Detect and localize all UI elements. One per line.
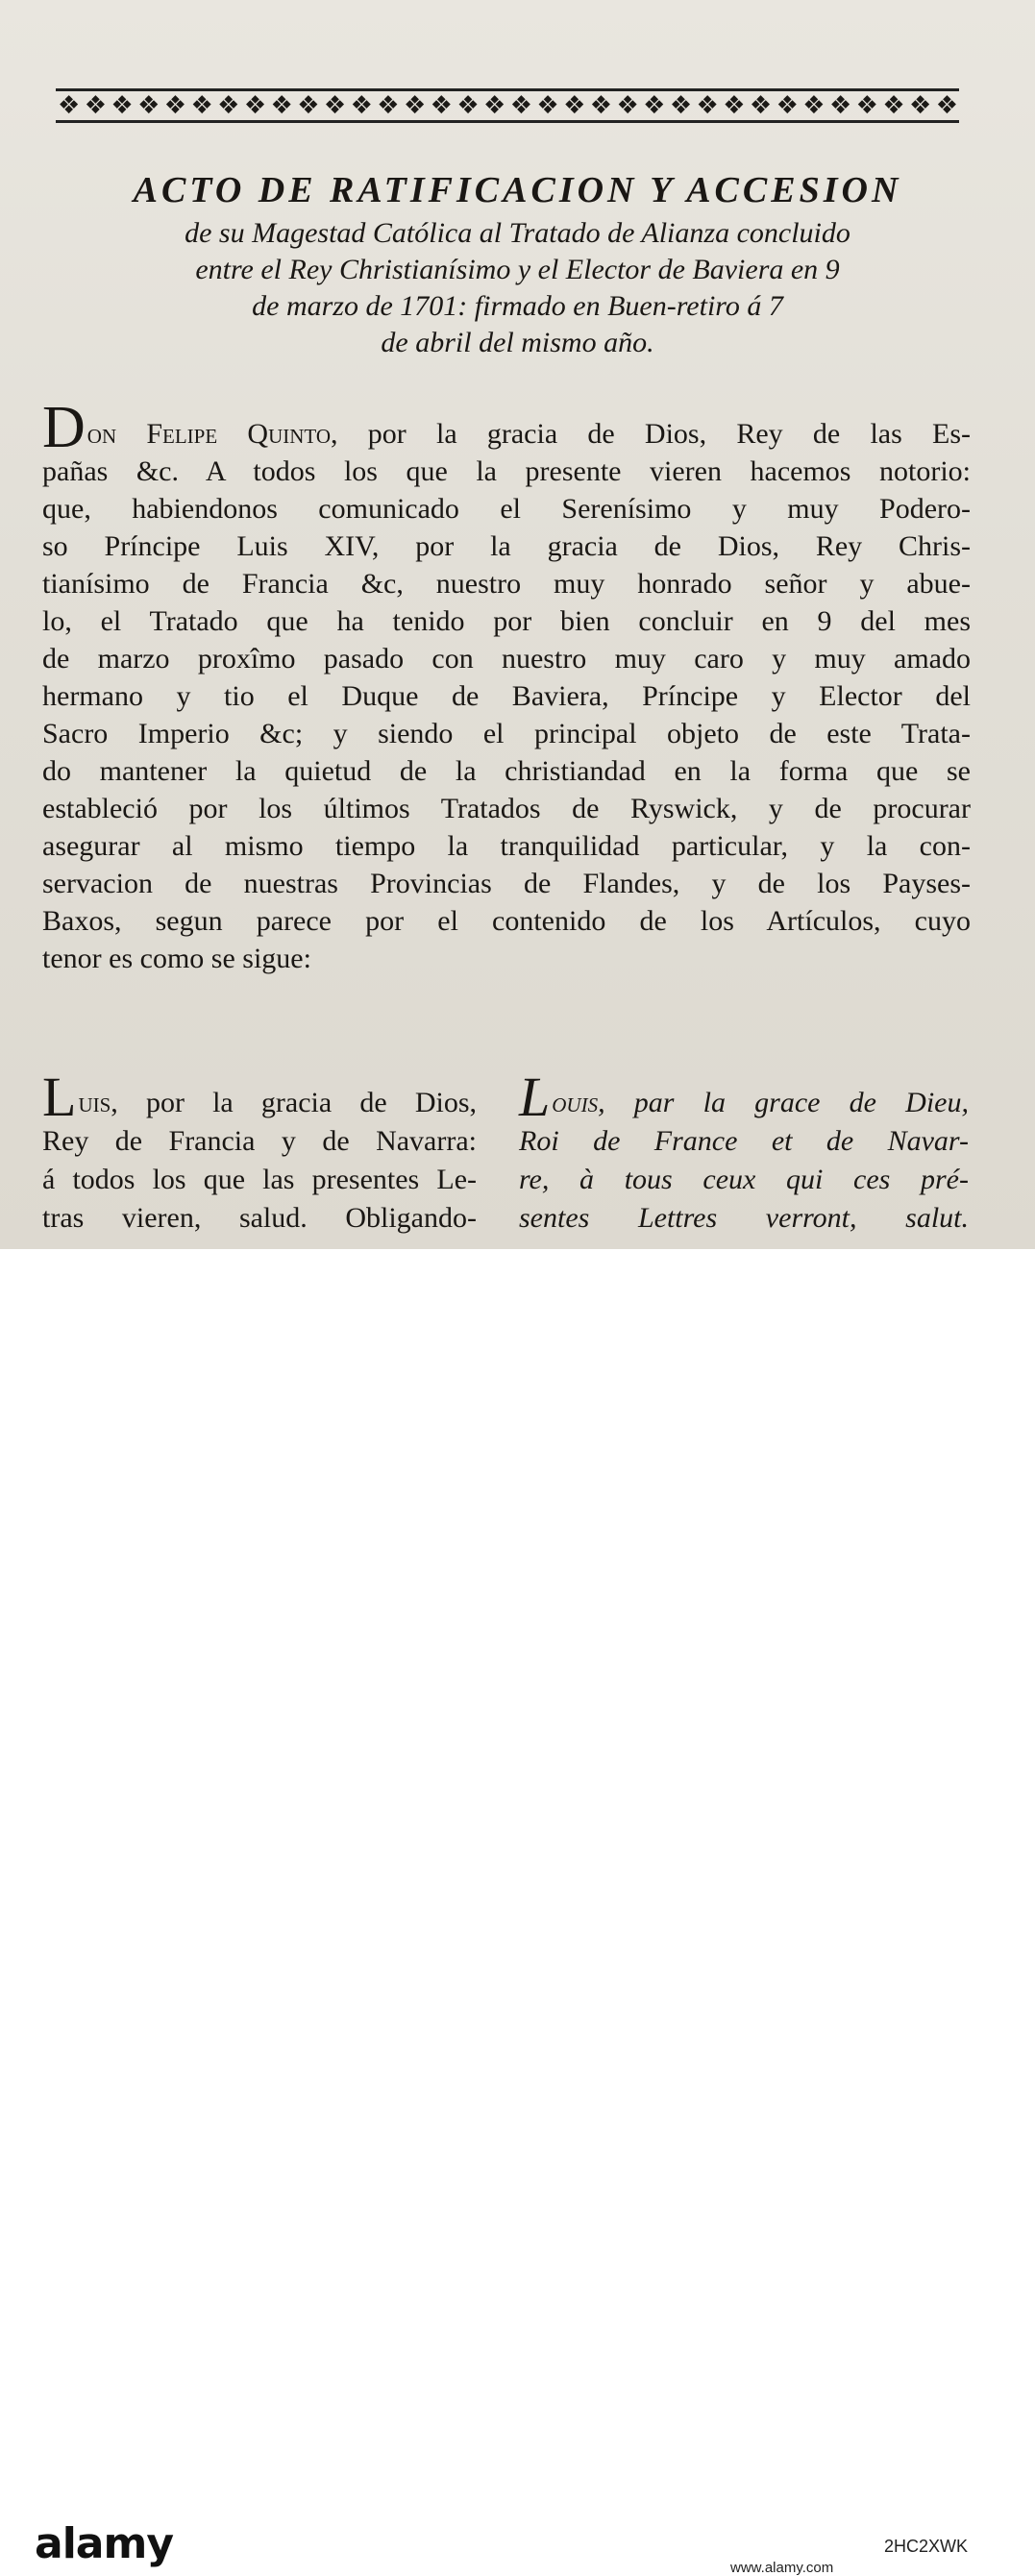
column-line: sentes Lettres verront, salut.	[519, 1202, 969, 1234]
ornament-glyph-icon: ❖	[483, 91, 506, 120]
ornament-glyph-icon: ❖	[882, 91, 905, 120]
body-line: tianísimo de Francia &c, nuestro muy honrado señor y abue-	[42, 568, 971, 600]
ornament-glyph-icon: ❖	[749, 91, 773, 120]
brand-logo: alamy	[35, 2519, 173, 2568]
ornament-glyph-icon: ❖	[589, 91, 613, 120]
ornament-glyph-icon: ❖	[297, 91, 320, 120]
watermark-bar	[0, 1249, 1035, 2576]
column-smallcaps: ouis	[552, 1087, 599, 1118]
body-line: servacion de nuestras Provincias de Flandes, y de los Payses-	[42, 868, 971, 899]
ornament-glyph-icon: ❖	[323, 91, 347, 120]
column-line: Rey de Francia y de Navarra:	[42, 1125, 477, 1157]
document-page	[0, 0, 1035, 1249]
ornament-glyph-icon: ❖	[456, 91, 480, 120]
ornament-glyph-icon: ❖	[190, 91, 213, 120]
subtitle-line: de marzo de 1701: firmado en Buen-retiro á 7	[252, 290, 783, 322]
ornament-glyph-icon: ❖	[270, 91, 293, 120]
ornament-glyph-icon: ❖	[403, 91, 427, 120]
ornament-glyph-icon: ❖	[643, 91, 666, 120]
ornament-glyph-icon: ❖	[776, 91, 799, 120]
site-url: www.alamy.com	[730, 2560, 834, 2576]
column-line	[42, 1066, 477, 1128]
subtitle-line: de abril del mismo año.	[381, 327, 654, 358]
column-line: re, à tous ceux qui ces pré-	[519, 1164, 969, 1195]
body-line: de marzo proxîmo pasado con nuestro muy caro y muy amado	[42, 643, 971, 675]
ornament-glyph-icon: ❖	[855, 91, 878, 120]
ornament-glyph-icon: ❖	[217, 91, 240, 120]
ornament-glyph-icon: ❖	[430, 91, 453, 120]
ornament-glyph-icon: ❖	[111, 91, 134, 120]
body-line: do mantener la quietud de la christiandad en la forma que se	[42, 755, 971, 787]
column-first-rest: , par la grace de Dieu,	[598, 1087, 969, 1118]
ornament-glyph-icon: ❖	[509, 91, 532, 120]
document-title: ACTO DE RATIFICACION Y ACCESION	[133, 170, 902, 210]
ornament-glyph-icon: ❖	[723, 91, 746, 120]
spanish-column	[42, 1066, 477, 1238]
column-line	[519, 1066, 969, 1128]
ornament-glyph-icon: ❖	[58, 91, 81, 120]
body-paragraph	[42, 395, 971, 977]
ornament-glyph-icon: ❖	[163, 91, 187, 120]
ornament-glyph-icon: ❖	[563, 91, 586, 120]
body-line: Baxos, segun parece por el contenido de los Artículos, cuyo	[42, 905, 971, 937]
body-line: tenor es como se sigue:	[42, 943, 311, 974]
ornament-glyph-icon: ❖	[909, 91, 932, 120]
column-line: tras vieren, salud. Obligando-	[42, 1202, 477, 1234]
body-line	[42, 395, 971, 460]
ornament-glyph-icon: ❖	[377, 91, 400, 120]
ornament-glyph-icon: ❖	[935, 91, 958, 120]
ornament-glyph-icon: ❖	[84, 91, 107, 120]
ornament-glyph-icon: ❖	[616, 91, 639, 120]
column-line: á todos los que las presentes Le-	[42, 1164, 477, 1195]
body-smallcaps: on Felipe Quinto	[86, 418, 332, 450]
ornament-glyph-icon: ❖	[828, 91, 852, 120]
body-line: Sacro Imperio &c; y siendo el principal objeto de este Trata-	[42, 718, 971, 749]
ornament-glyph-icon: ❖	[536, 91, 559, 120]
ornament-glyph-icon: ❖	[669, 91, 693, 120]
subtitle-line: de su Magestad Católica al Tratado de Alianza concluido	[185, 217, 850, 249]
column-smallcaps: uis	[78, 1087, 111, 1118]
column-first-rest: , por la gracia de Dios,	[111, 1087, 477, 1118]
document-subtitle	[29, 215, 1006, 361]
body-first-rest: , por la gracia de Dios, Rey de las Es-	[331, 418, 971, 450]
ornament-glyph-icon: ❖	[350, 91, 373, 120]
body-line: asegurar al mismo tiempo la tranquilidad particular, y la con-	[42, 830, 971, 862]
body-line: pañas &c. A todos los que la presente vieren hacemos notorio:	[42, 455, 971, 487]
ornament-glyph-icon: ❖	[137, 91, 160, 120]
body-line: estableció por los últimos Tratados de Ryswick, y de procurar	[42, 793, 971, 824]
subtitle-line: entre el Rey Christianísimo y el Elector de Baviera en 9	[195, 254, 840, 285]
drop-cap: L	[42, 1066, 77, 1128]
drop-cap: L	[519, 1066, 551, 1128]
body-line: so Príncipe Luis XIV, por la gracia de Dios, Rey Chris-	[42, 530, 971, 562]
body-line: hermano y tio el Duque de Baviera, Príncipe y Elector del	[42, 680, 971, 712]
body-line: que, habiendonos comunicado el Serenísimo y muy Podero-	[42, 493, 971, 525]
ornament-border	[56, 88, 959, 123]
image-id: 2HC2XWK	[884, 2537, 969, 2556]
body-line: lo, el Tratado que ha tenido por bien concluir en 9 del mes	[42, 605, 971, 637]
ornament-glyph-icon: ❖	[802, 91, 826, 120]
ornament-glyph-icon: ❖	[243, 91, 267, 120]
column-line: Roi de France et de Navar-	[519, 1125, 969, 1157]
ornament-glyph-icon: ❖	[696, 91, 719, 120]
drop-cap: D	[42, 395, 86, 460]
french-column	[519, 1066, 969, 1238]
